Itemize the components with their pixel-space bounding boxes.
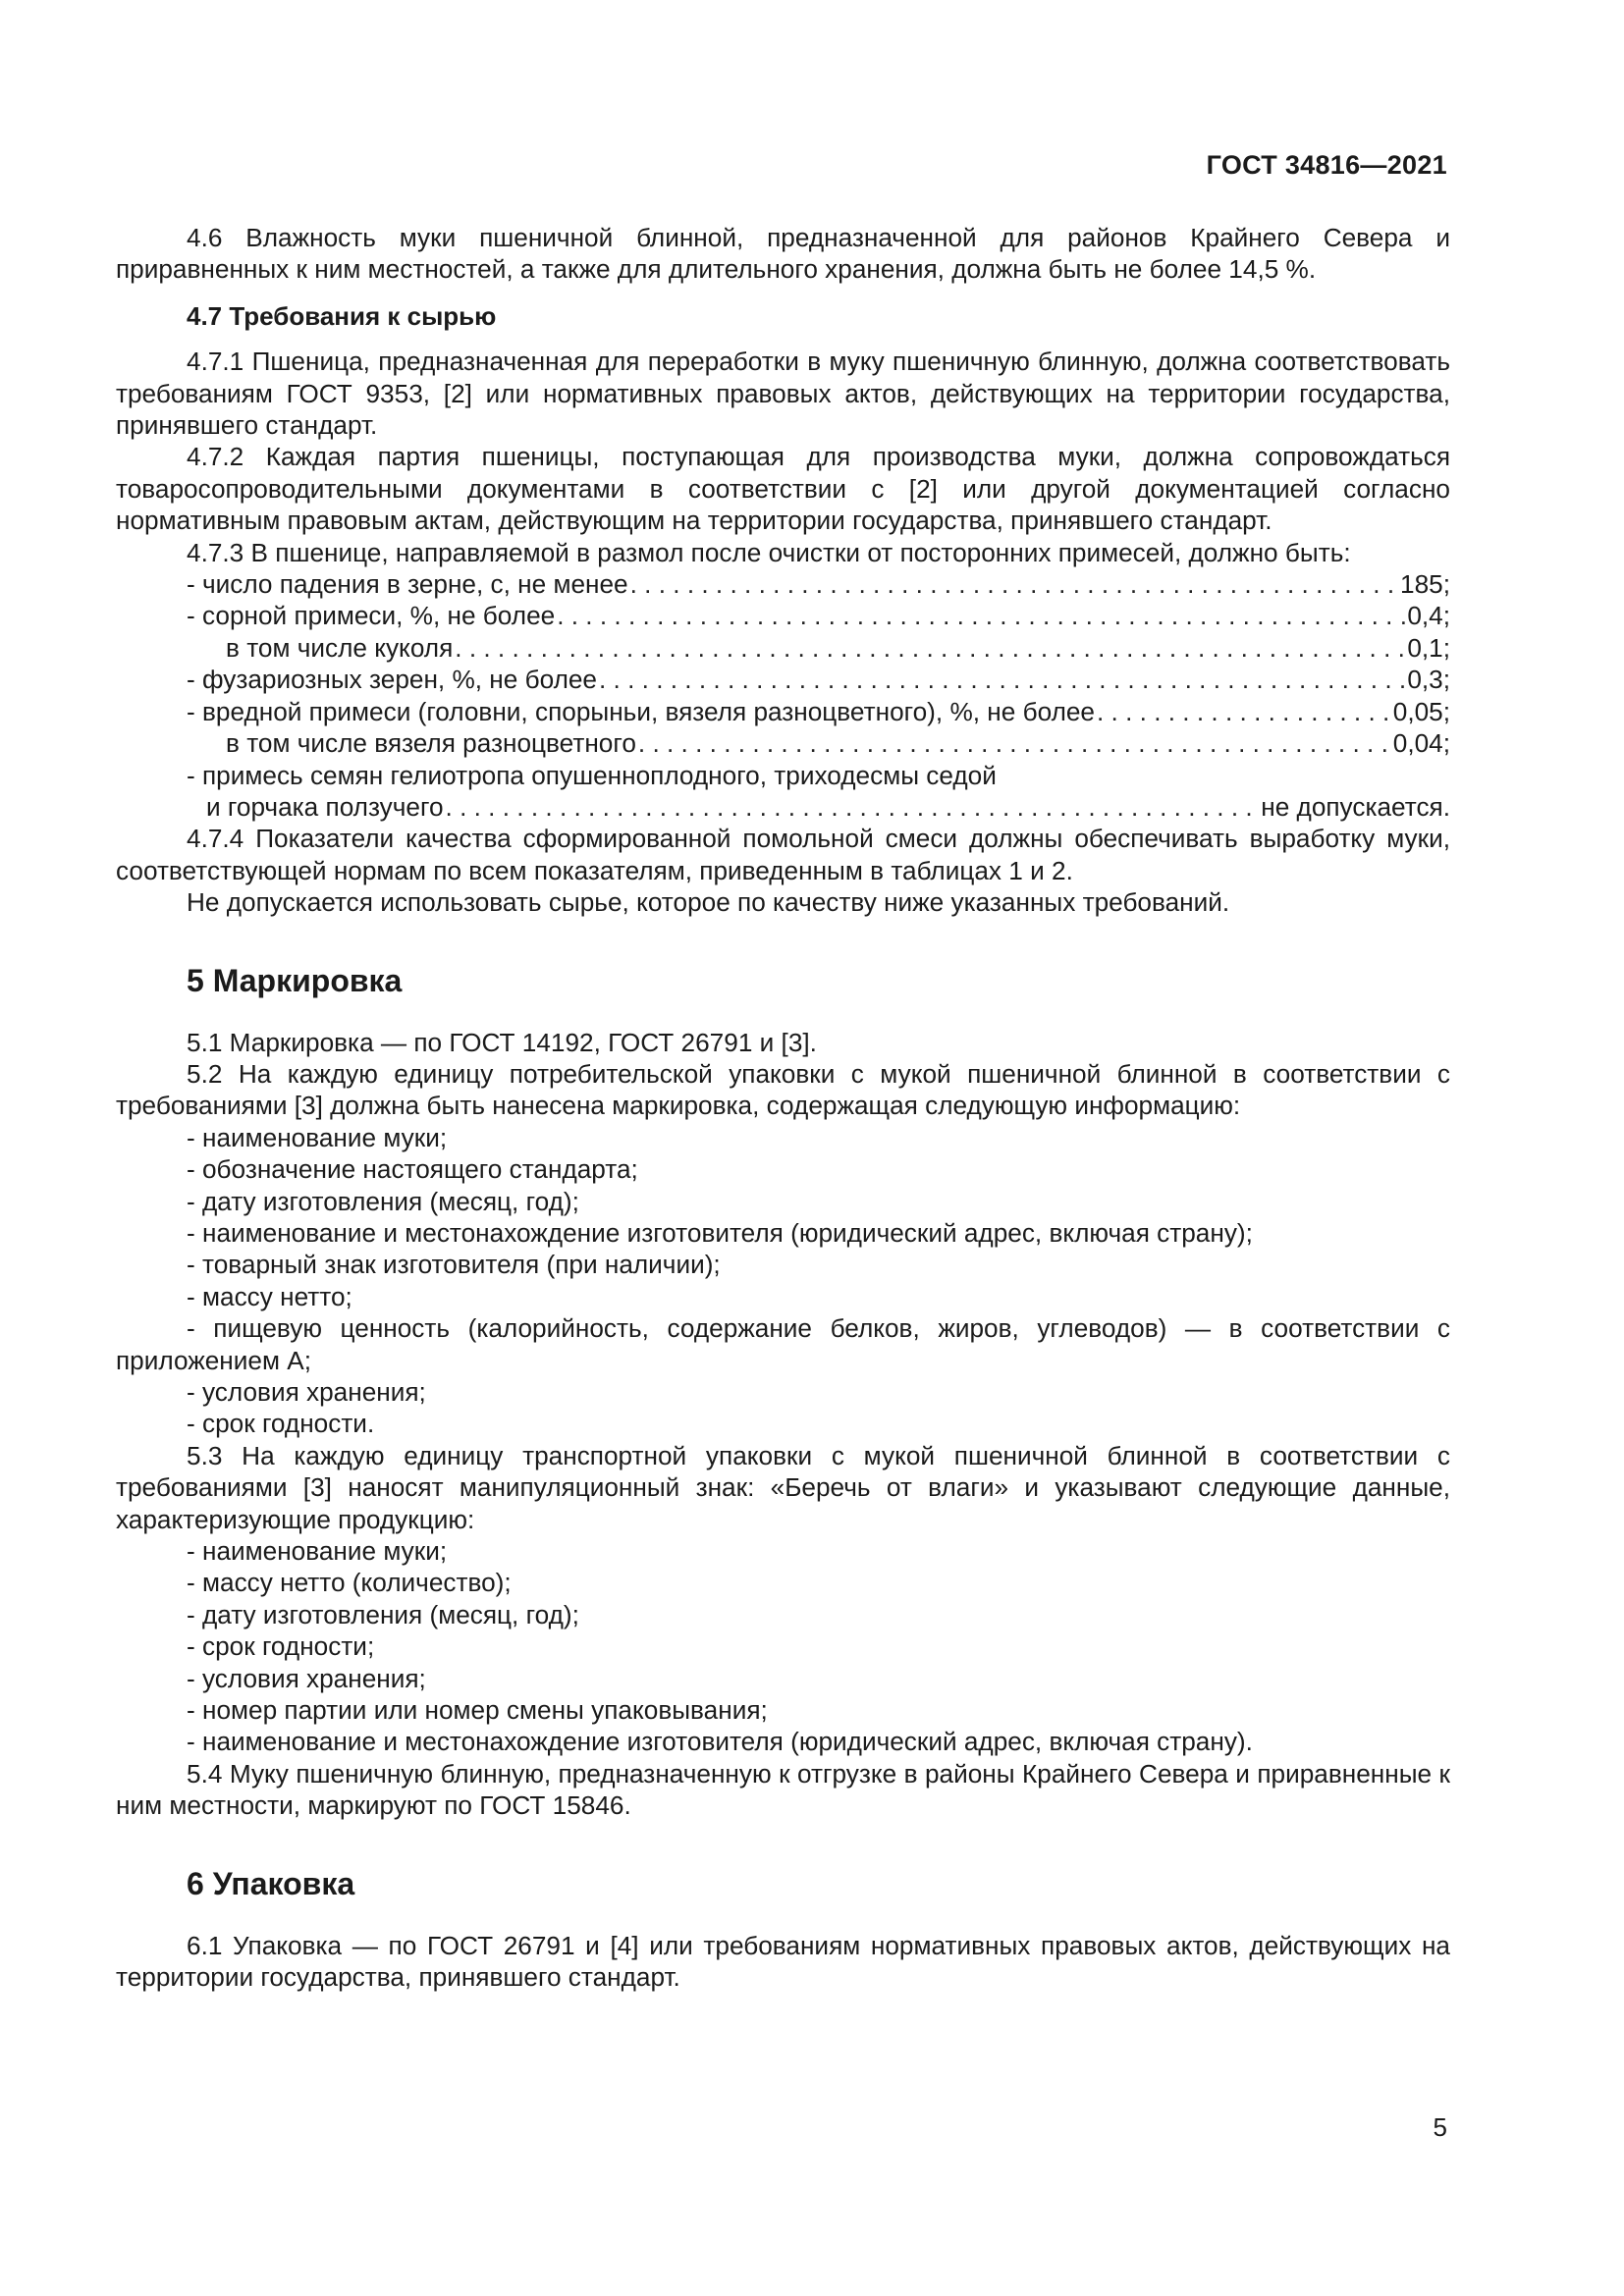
dot-leader xyxy=(1095,696,1393,727)
list-item: - массу нетто (количество); xyxy=(187,1568,512,1598)
list-item: - условия хранения; xyxy=(187,1377,426,1407)
list-item: - дату изготовления (месяц, год); xyxy=(187,1186,579,1216)
clause-4-7-4: 4.7.4 Показатели качества сформированной помольной смеси должны обеспечивать выработку муки, соответствующей нормам по всем показателям, приведенным в таблицах 1 и 2. xyxy=(116,824,1450,885)
requirement-value: 0,1; xyxy=(1407,632,1450,663)
section-5-heading: 5 Маркировка xyxy=(187,962,403,998)
marking-list-consumer xyxy=(116,1122,1450,1440)
clause-5-3: 5.3 На каждую единицу транспортной упаковки с мукой пшеничной блинной в соответствии с требованиями [3] наносят манипуляционный знак: «Беречь от влаги» и указывают следующие данные, характеризующие продукцию: xyxy=(116,1440,1450,1534)
clause-4-6: 4.6 Влажность муки пшеничной блинной, предназначенной для районов Крайнего Севера и приравненных к ним местностей, а также для длительного хранения, должна быть не более 14,5 %. xyxy=(116,223,1450,285)
requirement-row xyxy=(116,696,1450,727)
requirement-label: в том числе вязеля разноцветного xyxy=(226,728,636,759)
requirement-label: - вредной примеси (головни, спорыньи, вязеля разноцветного), %, не более xyxy=(187,696,1095,726)
requirement-value: 0,4; xyxy=(1407,601,1450,631)
list-item: - срок годности; xyxy=(187,1631,375,1662)
clause-4-7-1: 4.7.1 Пшеница, предназначенная для переработки в муку пшеничную блинную, должна соответствовать требованиям ГОСТ 9353, [2] или нормативных правовых актов, действующих на территории государства, принявшего стандарт. xyxy=(116,347,1450,441)
requirement-row xyxy=(116,791,1450,823)
list-item: - наименование муки; xyxy=(187,1536,448,1567)
dot-leader xyxy=(453,632,1407,664)
list-item: - дату изготовления (месяц, год); xyxy=(187,1599,579,1629)
list-item: - наименование муки; xyxy=(187,1122,448,1152)
requirement-label: - число падения в зерне, с, не менее xyxy=(187,569,628,600)
list-item: - пищевую ценность (калорийность, содержание белков, жиров, углеводов) — в соответствии с приложением А; xyxy=(116,1313,1450,1375)
list-item: - условия хранения; xyxy=(187,1663,426,1693)
dot-leader xyxy=(636,727,1393,759)
clause-6-1: 6.1 Упаковка — по ГОСТ 26791 и [4] или требованиям нормативных правовых актов, действующих на территории государства, принявшего стандарт. xyxy=(116,1930,1450,1993)
page-content xyxy=(116,222,1450,1994)
section-6-heading: 6 Упаковка xyxy=(187,1865,355,1901)
requirement-value: 0,04; xyxy=(1392,728,1450,759)
list-item: - наименование и местонахождение изготовителя (юридический адрес, включая страну). xyxy=(187,1727,1253,1757)
requirement-value: 0,05; xyxy=(1392,696,1450,726)
requirement-label: и горчака ползучего xyxy=(206,791,444,822)
clause-5-2: 5.2 На каждую единицу потребительской упаковки с мукой пшеничной блинной в соответствии с требованиями [3] должна быть нанесена маркировка, содержащая следующую информацию: xyxy=(116,1058,1450,1121)
section-4-7-title: 4.7 Требования к сырью xyxy=(187,300,497,331)
requirement-row xyxy=(116,568,1450,600)
requirement-value: 185; xyxy=(1400,569,1450,600)
requirement-label: - фузариозных зерен, %, не более xyxy=(187,665,597,695)
requirement-row xyxy=(116,632,1450,664)
dot-leader xyxy=(597,664,1407,695)
clause-5-1: 5.1 Маркировка — по ГОСТ 14192, ГОСТ 26791 и [3]. xyxy=(187,1027,817,1057)
dot-leader xyxy=(444,791,1262,823)
requirement-label: - примесь семян гелиотропа опушенноплодного, триходесмы седой xyxy=(187,760,997,790)
requirement-label: - сорной примеси, %, не более xyxy=(187,601,556,631)
list-item: - номер партии или номер смены упаковывания; xyxy=(187,1695,768,1726)
dot-leader xyxy=(628,568,1400,600)
marking-list-transport xyxy=(116,1535,1450,1758)
list-item: - обозначение настоящего стандарта; xyxy=(187,1154,638,1185)
requirements-list xyxy=(116,568,1450,823)
clause-5-4: 5.4 Муку пшеничную блинную, предназначенную к отгрузке в районы Крайнего Севера и приравненные к ним местности, маркируют по ГОСТ 15846. xyxy=(116,1758,1450,1821)
requirement-row xyxy=(116,600,1450,631)
list-item: - срок годности. xyxy=(187,1409,375,1439)
requirement-row xyxy=(116,664,1450,695)
requirement-value: 0,3; xyxy=(1407,665,1450,695)
list-item: - массу нетто; xyxy=(187,1281,352,1311)
clause-4-7-3-intro: 4.7.3 В пшенице, направляемой в размол после очистки от посторонних примесей, должно быть: xyxy=(187,537,1351,567)
page-number: 5 xyxy=(1433,2112,1447,2142)
dot-leader xyxy=(555,600,1407,631)
clause-4-7-2: 4.7.2 Каждая партия пшеницы, поступающая для производства муки, должна сопровождаться товаросопроводительными документами в соответствии с [2] или другой документацией согласно нормативным правовым актам, действующим на территории государства, принявшего стандарт. xyxy=(116,442,1450,536)
document-code-header: ГОСТ 34816—2021 xyxy=(1206,150,1447,180)
requirement-label: в том числе куколя xyxy=(226,632,454,663)
list-item: - товарный знак изготовителя (при наличии); xyxy=(187,1250,721,1280)
requirement-row xyxy=(116,727,1450,759)
list-item: - наименование и местонахождение изготовителя (юридический адрес, включая страну); xyxy=(187,1217,1253,1248)
clause-4-7-4-note: Не допускается использовать сырье, которое по качеству ниже указанных требований. xyxy=(187,887,1230,918)
requirement-value: не допускается. xyxy=(1261,791,1450,822)
